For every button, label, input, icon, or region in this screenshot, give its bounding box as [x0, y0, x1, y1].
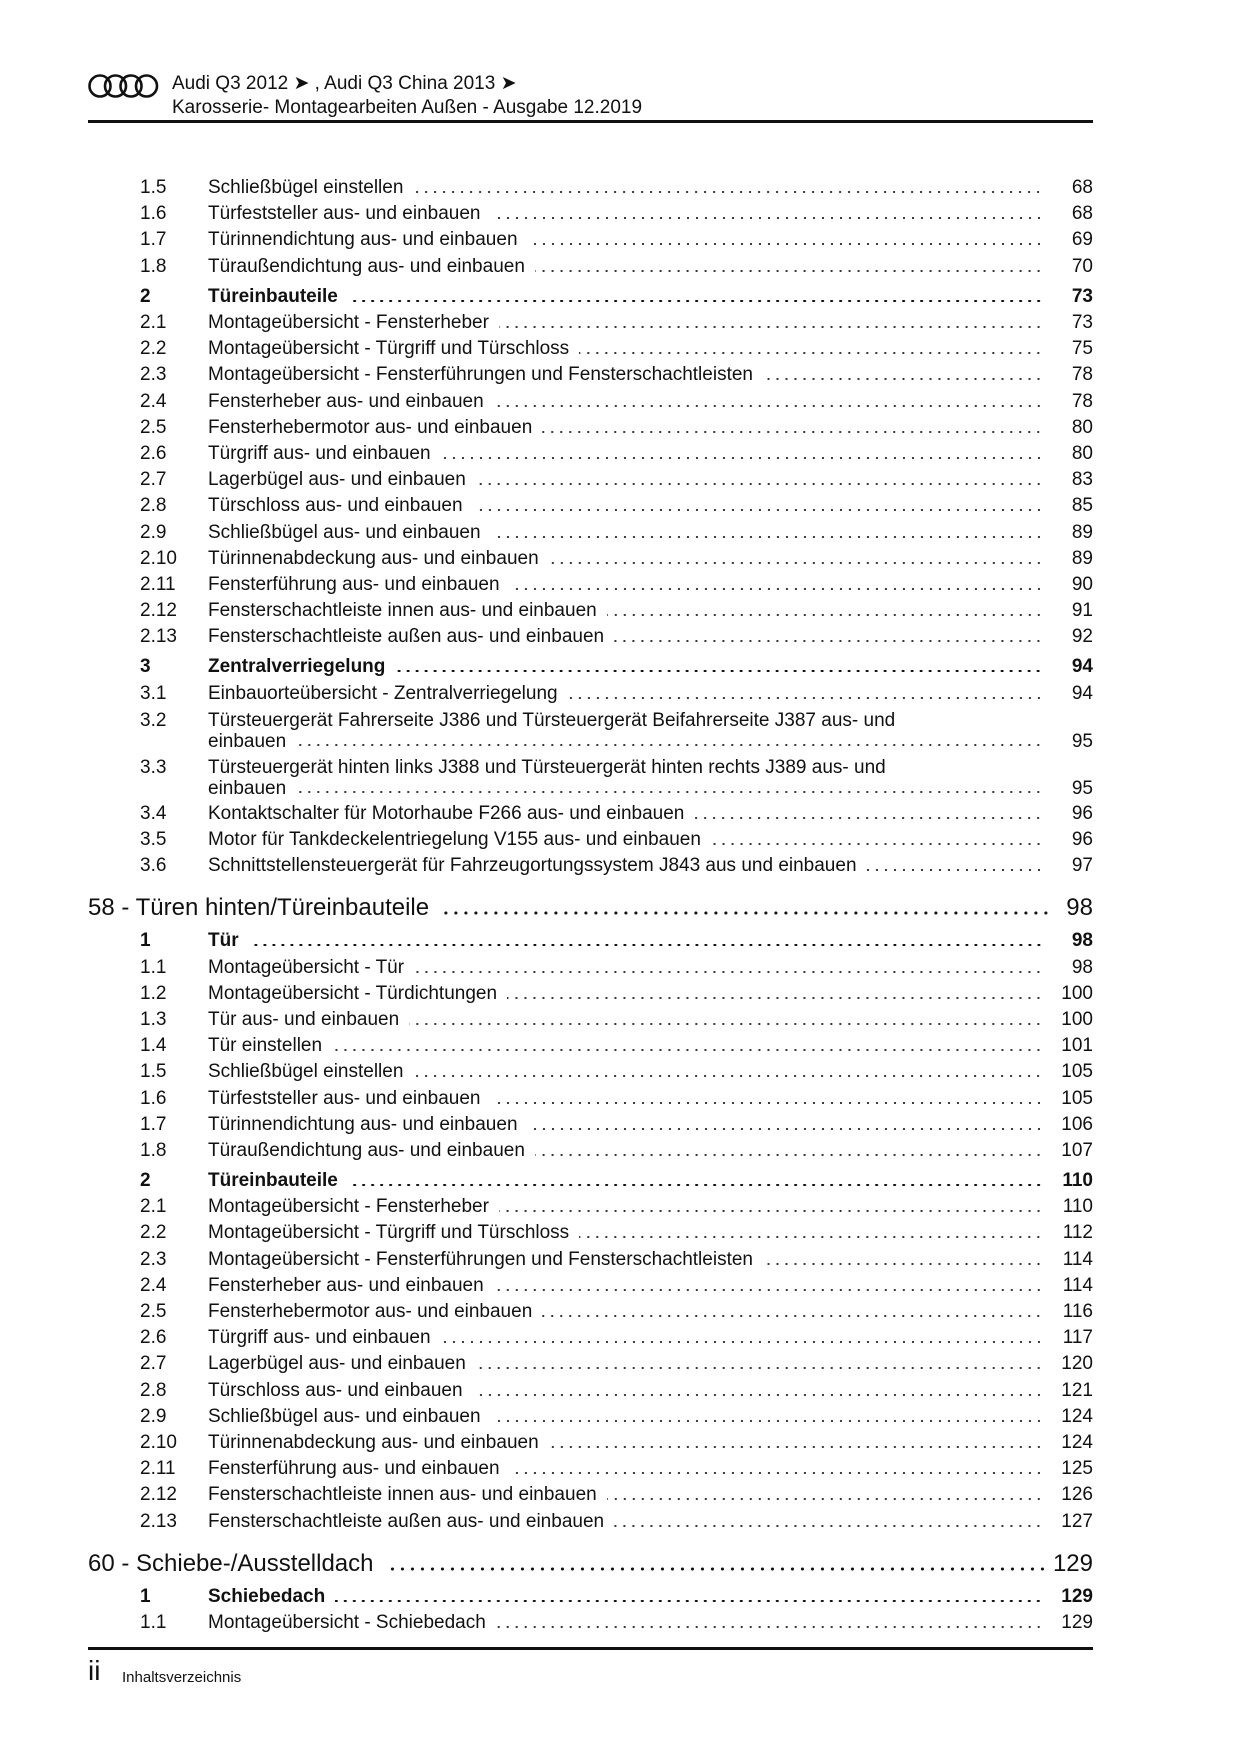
toc-entry-3-3[interactable] — [88, 754, 1093, 801]
toc-entry[interactable] — [88, 1007, 1093, 1033]
dot-leader — [763, 1263, 1043, 1265]
dot-leader — [395, 670, 1043, 672]
toc-entry[interactable] — [88, 1404, 1093, 1430]
dot-leader — [249, 944, 1043, 946]
entry-page-number[interactable]: 89 — [1071, 547, 1093, 569]
toc-group-entry[interactable] — [88, 1584, 1093, 1610]
entry-page-number[interactable]: 112 — [1062, 1222, 1093, 1244]
entry-title: Türeinbauteile — [208, 285, 338, 307]
toc-entry[interactable] — [88, 1430, 1093, 1456]
entry-number: 1.8 — [140, 1139, 167, 1161]
toc-entry[interactable] — [88, 1059, 1093, 1085]
entry-number: 2.5 — [140, 1301, 167, 1323]
toc-entry[interactable] — [88, 1138, 1093, 1164]
entry-title: Tür — [208, 930, 239, 952]
entry-number: 2 — [140, 285, 151, 307]
dot-leader — [607, 1498, 1043, 1500]
entry-page-number[interactable]: 110 — [1062, 1170, 1093, 1192]
chapter-title: 58 - Türen hinten/Türeinbauteile — [88, 894, 430, 922]
entry-page-number[interactable]: 124 — [1061, 1431, 1093, 1453]
entry-page-number[interactable]: 110 — [1062, 1196, 1093, 1218]
entry-page-number[interactable]: 98 — [1071, 956, 1093, 978]
toc-rows-58-1 — [88, 955, 1093, 1165]
entry-page-number[interactable]: 96 — [1071, 802, 1093, 824]
dot-leader — [568, 697, 1043, 699]
entry-title: Schließbügel einstellen — [208, 177, 404, 199]
entry-page-number[interactable]: 114 — [1062, 1274, 1093, 1296]
entry-number: 2.11 — [140, 573, 176, 595]
toc-entry[interactable] — [88, 1610, 1093, 1636]
dot-leader — [528, 1128, 1043, 1130]
dot-leader — [499, 326, 1043, 328]
toc-entry[interactable] — [88, 981, 1093, 1007]
entry-number: 1.1 — [140, 956, 167, 978]
entry-title: Motor für Tankdeckelentriegelung V155 aus- und einbauen — [208, 829, 701, 851]
toc-entry[interactable] — [88, 1325, 1093, 1351]
entry-number: 2.1 — [140, 1196, 167, 1218]
entry-title: Montageübersicht - Fensterheber — [208, 1196, 489, 1218]
toc-group-entry[interactable] — [88, 284, 1093, 310]
entry-number: 2.13 — [140, 626, 177, 648]
dot-leader — [476, 483, 1043, 485]
toc-entry[interactable] — [88, 201, 1093, 227]
entry-page-number[interactable]: 127 — [1061, 1510, 1093, 1532]
entry-page-number[interactable]: 70 — [1071, 255, 1093, 277]
entry-title: Fensterschachtleiste außen aus- und einbauen — [208, 626, 605, 648]
entry-page-number[interactable]: 105 — [1061, 1061, 1093, 1083]
dot-leader — [535, 270, 1043, 272]
dot-leader — [409, 1023, 1043, 1025]
toc-entry[interactable] — [88, 227, 1093, 253]
entry-page-number[interactable]: 98 — [1071, 930, 1093, 952]
entry-number: 2.2 — [140, 338, 167, 360]
entry-number: 3.3 — [140, 756, 167, 778]
entry-page-number[interactable]: 116 — [1062, 1301, 1093, 1323]
entry-number: 2.12 — [140, 600, 177, 622]
dot-leader — [510, 588, 1043, 590]
entry-page-number[interactable]: 107 — [1061, 1139, 1093, 1161]
entry-page-number[interactable]: 117 — [1062, 1327, 1093, 1349]
toc-entry[interactable] — [88, 1508, 1093, 1534]
toc-group-58-2 — [88, 1168, 1093, 1194]
toc-entry[interactable] — [88, 254, 1093, 280]
dot-leader — [549, 562, 1043, 564]
dot-leader — [296, 791, 1043, 793]
dot-leader — [348, 300, 1043, 302]
entry-title: Kontaktschalter für Motorhaube F266 aus- und einbauen — [208, 802, 685, 824]
entry-title: Montageübersicht - Tür — [208, 956, 405, 978]
dot-leader — [507, 997, 1043, 999]
entry-page-number[interactable]: 100 — [1061, 982, 1093, 1004]
dot-leader — [491, 1420, 1043, 1422]
toc-entry[interactable] — [88, 441, 1093, 467]
entry-number: 1.6 — [140, 203, 167, 225]
toc-chapter-58[interactable] — [88, 891, 1093, 925]
toc-entry[interactable] — [88, 415, 1093, 441]
entry-title: Fensterschachtleiste außen aus- und einbauen — [208, 1510, 605, 1532]
entry-number: 2.12 — [140, 1484, 177, 1506]
entry-number: 2.9 — [140, 521, 167, 543]
toc-entry[interactable] — [88, 467, 1093, 493]
entry-number: 2.10 — [140, 547, 177, 569]
footer-section-label: Inhaltsverzeichnis — [122, 1669, 242, 1686]
entry-page-number[interactable]: 90 — [1071, 573, 1093, 595]
entry-number: 2.6 — [140, 1327, 167, 1349]
document-header — [172, 72, 642, 120]
dot-leader — [414, 971, 1043, 973]
toc-entry[interactable] — [88, 1085, 1093, 1111]
entry-page-number[interactable]: 129 — [1061, 1585, 1093, 1607]
entry-page-number[interactable]: 80 — [1071, 416, 1093, 438]
dot-leader — [607, 614, 1043, 616]
entry-page-number[interactable]: 78 — [1071, 390, 1093, 412]
entry-number: 3 — [140, 656, 151, 678]
dot-leader — [476, 1367, 1043, 1369]
dot-leader — [499, 1210, 1043, 1212]
entry-title: Lagerbügel aus- und einbauen — [208, 469, 466, 491]
dot-leader — [296, 744, 1043, 746]
toc-entry-3-2[interactable] — [88, 707, 1093, 754]
entry-number: 2.3 — [140, 364, 167, 386]
toc-entry[interactable] — [88, 1247, 1093, 1273]
toc-entry[interactable] — [88, 1112, 1093, 1138]
entry-page-number[interactable]: 100 — [1061, 1008, 1093, 1030]
entry-title: Türfeststeller aus- und einbauen — [208, 203, 481, 225]
toc-entry[interactable] — [88, 1033, 1093, 1059]
entry-number: 1.8 — [140, 255, 167, 277]
entry-title: Montageübersicht - Schiebedach — [208, 1611, 486, 1633]
entry-number: 2.5 — [140, 416, 167, 438]
dot-leader — [332, 1049, 1043, 1051]
entry-title-line2: einbauen — [208, 730, 287, 752]
entry-title: Türinnendichtung aus- und einbauen — [208, 1113, 518, 1135]
toc-group-entry[interactable] — [88, 654, 1093, 680]
entry-number: 1.1 — [140, 1611, 167, 1633]
dot-leader — [491, 217, 1044, 219]
dot-leader — [510, 1472, 1043, 1474]
entry-page-number[interactable]: 78 — [1071, 364, 1093, 386]
entry-page-number[interactable]: 69 — [1071, 229, 1093, 251]
entry-number: 2.2 — [140, 1222, 167, 1244]
entry-number: 3.1 — [140, 682, 167, 704]
entry-number: 1.3 — [140, 1008, 167, 1030]
dot-leader — [413, 1075, 1043, 1077]
dot-leader — [528, 243, 1043, 245]
entry-title: Türschloss aus- und einbauen — [208, 1379, 463, 1401]
entry-page-number[interactable]: 92 — [1071, 626, 1093, 648]
entry-title: Montageübersicht - Fensterheber — [208, 312, 489, 334]
toc-rows-57-3b — [88, 801, 1093, 880]
entry-number: 2.6 — [140, 442, 167, 464]
entry-number: 1.7 — [140, 229, 167, 251]
entry-title: Türinnenabdeckung aus- und einbauen — [208, 547, 539, 569]
entry-number: 1.6 — [140, 1087, 167, 1109]
entry-number: 2.7 — [140, 1353, 167, 1375]
entry-number: 2.11 — [140, 1458, 176, 1480]
chapter-page-number[interactable]: 129 — [1052, 1549, 1093, 1577]
entry-title: Fensterschachtleiste innen aus- und einbauen — [208, 1484, 597, 1506]
entry-page-number[interactable]: 105 — [1061, 1087, 1093, 1109]
entry-title: Tür einstellen — [208, 1035, 323, 1057]
toc-entry[interactable] — [88, 624, 1093, 650]
entry-page-number[interactable]: 95 — [1071, 730, 1093, 752]
entry-number: 2.10 — [140, 1431, 177, 1453]
entry-number: 1.7 — [140, 1113, 167, 1135]
entry-page-number[interactable]: 91 — [1071, 600, 1093, 622]
toc-entry[interactable] — [88, 493, 1093, 519]
toc-entry[interactable] — [88, 519, 1093, 545]
entry-title: Türgriff aus- und einbauen — [208, 1327, 431, 1349]
entry-title: Schließbügel aus- und einbauen — [208, 521, 481, 543]
entry-number: 2.4 — [140, 1274, 167, 1296]
entry-number: 1.4 — [140, 1035, 167, 1057]
entry-page-number[interactable]: 75 — [1071, 338, 1093, 360]
entry-title: Türinnendichtung aus- und einbauen — [208, 229, 518, 251]
toc-rows-58-2 — [88, 1194, 1093, 1534]
entry-number: 2.3 — [140, 1248, 167, 1270]
entry-page-number[interactable]: 94 — [1071, 656, 1093, 678]
dot-leader — [494, 405, 1043, 407]
entry-title: Türaußendichtung aus- und einbauen — [208, 1139, 525, 1161]
table-of-contents — [88, 175, 1093, 1636]
entry-page-number[interactable]: 96 — [1071, 829, 1093, 851]
dot-leader — [496, 1626, 1043, 1628]
dot-leader — [335, 1600, 1043, 1602]
entry-title: Schiebedach — [208, 1585, 326, 1607]
dot-leader — [579, 1236, 1043, 1238]
toc-group-58-1 — [88, 928, 1093, 954]
header-vehicle-line: Audi Q3 2012 ➤ , Audi Q3 China 2013 ➤ — [172, 73, 517, 94]
audi-rings-icon — [88, 73, 160, 99]
entry-number: 2.4 — [140, 390, 167, 412]
toc-entry[interactable] — [88, 1351, 1093, 1377]
entry-title: Fensterführung aus- und einbauen — [208, 1458, 500, 1480]
entry-number: 2.1 — [140, 312, 167, 334]
entry-title: Türeinbauteile — [208, 1170, 338, 1192]
dot-leader — [542, 431, 1043, 433]
toc-group-57-3 — [88, 654, 1093, 680]
entry-number: 2.9 — [140, 1405, 167, 1427]
toc-rows-60-1 — [88, 1610, 1093, 1636]
entry-title: Fensterheber aus- und einbauen — [208, 1274, 484, 1296]
chapter-page-number[interactable]: 98 — [1066, 894, 1093, 922]
entry-page-number[interactable]: 124 — [1061, 1405, 1093, 1427]
entry-title-line2: einbauen — [208, 777, 287, 799]
toc-entry[interactable] — [88, 853, 1093, 879]
toc-entry[interactable] — [88, 1456, 1093, 1482]
toc-entry[interactable] — [88, 310, 1093, 336]
dot-leader — [535, 1154, 1043, 1156]
entry-title: Fensterhebermotor aus- und einbauen — [208, 1301, 533, 1323]
entry-page-number[interactable]: 89 — [1071, 521, 1093, 543]
entry-number: 2.7 — [140, 469, 167, 491]
dot-leader — [441, 1341, 1043, 1343]
entry-title: Türfeststeller aus- und einbauen — [208, 1087, 481, 1109]
toc-entry[interactable] — [88, 389, 1093, 415]
entry-number: 3.2 — [140, 709, 167, 731]
entry-title: Fensterschachtleiste innen aus- und einbauen — [208, 600, 597, 622]
entry-number: 3.6 — [140, 855, 167, 877]
entry-number: 1.5 — [140, 1061, 167, 1083]
toc-entry[interactable] — [88, 955, 1093, 981]
dot-leader — [867, 869, 1043, 871]
footer-page-number: ii — [88, 1655, 101, 1686]
chapter-title: 60 - Schiebe-/Ausstelldach — [88, 1549, 374, 1577]
dot-leader — [441, 457, 1043, 459]
dot-leader — [694, 817, 1043, 819]
entry-number: 2.8 — [140, 495, 167, 517]
toc-entry[interactable] — [88, 1220, 1093, 1246]
entry-number: 3.4 — [140, 802, 167, 824]
toc-group-entry[interactable] — [88, 928, 1093, 954]
entry-title: Türschloss aus- und einbauen — [208, 495, 463, 517]
entry-title: Fensterhebermotor aus- und einbauen — [208, 416, 533, 438]
toc-entry[interactable] — [88, 1482, 1093, 1508]
dot-leader — [579, 352, 1043, 354]
dot-leader — [348, 1184, 1043, 1186]
entry-title-line1: Türsteuergerät Fahrerseite J386 und Türsteuergerät Beifahrerseite J387 aus- und — [208, 709, 896, 731]
toc-group-entry[interactable] — [88, 1168, 1093, 1194]
entry-page-number[interactable]: 80 — [1071, 442, 1093, 464]
entry-title: Türgriff aus- und einbauen — [208, 442, 431, 464]
entry-page-number[interactable]: 85 — [1071, 495, 1093, 517]
toc-entry[interactable] — [88, 1378, 1093, 1404]
entry-number: 1.2 — [140, 982, 167, 1004]
entry-page-number[interactable]: 121 — [1061, 1379, 1093, 1401]
toc-rows-57-2 — [88, 310, 1093, 650]
toc-entry[interactable] — [88, 681, 1093, 707]
toc-chapter-60[interactable] — [88, 1547, 1093, 1581]
entry-title: Montageübersicht - Türgriff und Türschloss — [208, 1222, 570, 1244]
entry-title: Türaußendichtung aus- und einbauen — [208, 255, 525, 277]
entry-number: 1 — [140, 930, 151, 952]
entry-title: Türinnenabdeckung aus- und einbauen — [208, 1431, 539, 1453]
entry-title: Montageübersicht - Fensterführungen und Fensterschachtleisten — [208, 1248, 753, 1270]
toc-entry[interactable] — [88, 801, 1093, 827]
toc-entry[interactable] — [88, 546, 1093, 572]
dot-leader — [473, 509, 1043, 511]
entry-title: Lagerbügel aus- und einbauen — [208, 1353, 466, 1375]
entry-page-number[interactable]: 114 — [1062, 1248, 1093, 1270]
dot-leader — [491, 536, 1043, 538]
header-manual-title: Karosserie- Montagearbeiten Außen - Ausgabe 12.2019 — [172, 97, 643, 118]
toc-entry[interactable] — [88, 598, 1093, 624]
toc-entry[interactable] — [88, 336, 1093, 362]
toc-group-57-2 — [88, 284, 1093, 310]
toc-entry[interactable] — [88, 827, 1093, 853]
dot-leader — [388, 1567, 1047, 1571]
entry-title: Montageübersicht - Türgriff und Türschloss — [208, 338, 570, 360]
dot-leader — [473, 1394, 1043, 1396]
entry-page-number[interactable]: 106 — [1061, 1113, 1093, 1135]
entry-page-number[interactable]: 97 — [1071, 855, 1093, 877]
entry-title: Schnittstellensteuergerät für Fahrzeugortungssystem J843 aus und einbauen — [208, 855, 857, 877]
dot-leader — [763, 378, 1043, 380]
toc-entry[interactable] — [88, 175, 1093, 201]
entry-number: 3.5 — [140, 829, 167, 851]
dot-leader — [614, 640, 1043, 642]
entry-title: Schließbügel aus- und einbauen — [208, 1405, 481, 1427]
toc-entry[interactable] — [88, 362, 1093, 388]
dot-leader — [491, 1102, 1044, 1104]
dot-leader — [542, 1315, 1043, 1317]
entry-number: 2.13 — [140, 1510, 177, 1532]
toc-group-60-1 — [88, 1584, 1093, 1610]
toc-entry[interactable] — [88, 1273, 1093, 1299]
dot-leader — [443, 911, 1051, 915]
entry-page-number[interactable]: 101 — [1061, 1035, 1093, 1057]
entry-title: Tür aus- und einbauen — [208, 1008, 400, 1030]
toc-entry[interactable] — [88, 1194, 1093, 1220]
entry-page-number[interactable]: 126 — [1061, 1484, 1093, 1506]
entry-page-number[interactable]: 95 — [1071, 777, 1093, 799]
entry-title-line1: Türsteuergerät hinten links J388 und Türsteuergerät hinten rechts J389 aus- und — [208, 756, 886, 778]
dot-leader — [614, 1525, 1043, 1527]
entry-page-number[interactable]: 68 — [1071, 203, 1093, 225]
toc-rows-57-1 — [88, 175, 1093, 280]
entry-title: Zentralverriegelung — [208, 656, 386, 678]
entry-title: Montageübersicht - Türdichtungen — [208, 982, 498, 1004]
header-divider — [88, 120, 1093, 123]
entry-title: Fensterheber aus- und einbauen — [208, 390, 484, 412]
entry-number: 1.5 — [140, 177, 167, 199]
toc-entry[interactable] — [88, 1299, 1093, 1325]
entry-page-number[interactable]: 94 — [1071, 682, 1093, 704]
entry-page-number[interactable]: 120 — [1061, 1353, 1093, 1375]
entry-number: 1 — [140, 1585, 151, 1607]
toc-rows-57-3a — [88, 681, 1093, 707]
entry-page-number[interactable]: 73 — [1071, 312, 1093, 334]
entry-number: 2 — [140, 1170, 151, 1192]
entry-page-number[interactable]: 68 — [1071, 177, 1093, 199]
toc-entry[interactable] — [88, 572, 1093, 598]
dot-leader — [413, 191, 1043, 193]
entry-title: Einbauorteübersicht - Zentralverriegelung — [208, 682, 558, 704]
footer-divider — [88, 1647, 1093, 1650]
dot-leader — [711, 843, 1043, 845]
dot-leader — [549, 1446, 1043, 1448]
entry-page-number[interactable]: 129 — [1061, 1611, 1093, 1633]
entry-title: Montageübersicht - Fensterführungen und Fensterschachtleisten — [208, 364, 753, 386]
entry-title: Schließbügel einstellen — [208, 1061, 404, 1083]
entry-page-number[interactable]: 83 — [1071, 469, 1093, 491]
entry-page-number[interactable]: 73 — [1071, 285, 1093, 307]
entry-page-number[interactable]: 125 — [1061, 1458, 1093, 1480]
entry-number: 2.8 — [140, 1379, 167, 1401]
entry-title: Fensterführung aus- und einbauen — [208, 573, 500, 595]
dot-leader — [494, 1289, 1043, 1291]
